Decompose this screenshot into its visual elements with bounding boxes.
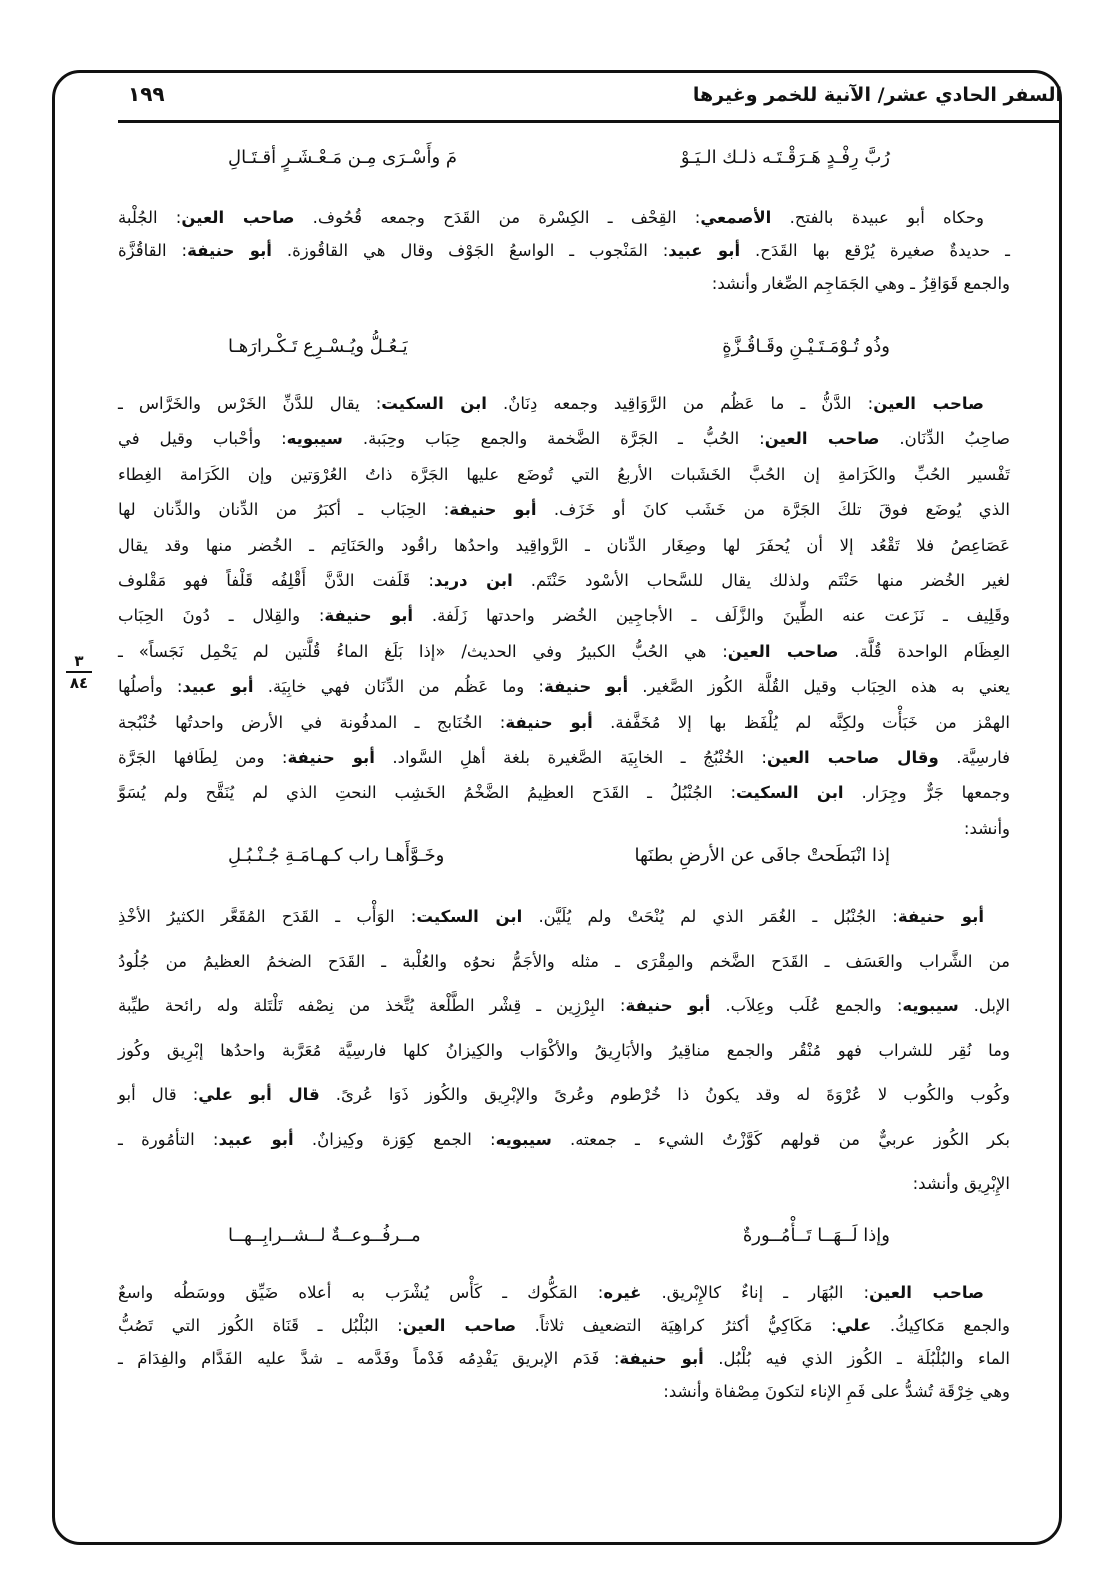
text-segment: وحكاه أبو عبيدة بالفتح.	[771, 208, 985, 227]
text-line	[118, 457, 1010, 492]
source-name: ابن السكيت	[416, 907, 523, 926]
source-name: أبو حنيفة	[897, 907, 985, 926]
text-segment: : البُهَار ـ إناءٌ كالإِبْريق.	[641, 1283, 870, 1302]
verse-2	[118, 336, 1010, 370]
text-segment: : وأصلُها	[118, 677, 183, 697]
source-name: ابن السكيت	[736, 783, 844, 803]
verse-second-hemistich: مــرفُــوعــةٌ لــشــرابِــهــا	[228, 1225, 421, 1246]
text-line	[118, 1309, 1010, 1342]
text-segment: : ومن لِطَافها الجَرَّة	[118, 748, 288, 768]
text-line	[118, 984, 1010, 1029]
text-segment: والجمع قَوَاقِزُ ـ وهي الجَمَاجِم الصِّغار وأنشد:	[711, 274, 1010, 293]
text-segment: العِظَام الواحدة قُلَّة.	[838, 641, 1010, 661]
text-segment: : الجُنْبُلُ ـ القَدَح العظِيمُ الضَّخْمُ الخَشِب النحتِ الذي لم يُنَقَّح ولم يُسَوَّ	[118, 783, 737, 803]
text-line	[118, 1342, 1010, 1375]
text-segment: وجمعها جَرٌّ وجِرَار.	[843, 783, 1010, 803]
text-line	[118, 1162, 1010, 1207]
header-rule	[118, 120, 1062, 123]
text-segment: : مَكَاكِيُّ أكثرُ كراهِيَة التضعيف ثلاثاً.	[516, 1316, 837, 1335]
source-name: صاحب العين	[727, 641, 839, 661]
text-segment: لغير الخُضر منها حَنْتَم ولذلك يقال للسَّحاب الأسْود حَنْتَم.	[512, 571, 1011, 591]
text-line	[118, 1029, 1010, 1074]
text-segment: الإبل.	[958, 996, 1010, 1015]
source-name: أبو حنيفة	[187, 241, 272, 260]
source-name: سيبويه	[495, 1129, 552, 1149]
paragraph-2	[118, 386, 1010, 846]
text-segment: : الخُنَابج ـ المدفُونة في الأرض واحدتُها خُنْبُجة	[118, 712, 506, 732]
verse-first-hemistich: إذا انْبَطَحتْ جافَى عن الأرضِ بطنَها	[634, 845, 890, 866]
text-segment: : القاقُزَّة	[118, 241, 188, 260]
text-segment: : قال أبو	[118, 1085, 199, 1104]
text-line	[118, 1118, 1010, 1163]
text-segment: وقَلِيف ـ نَزَعت عنه الطِّينَ والزَّلَف ـ الأجاجِين الخُضر واحدتها زَلَفة.	[413, 606, 1010, 626]
text-segment: : الحِبَاب ـ أكبَرُ من الدِّنان والدِّنان لها	[118, 500, 450, 520]
margin-note-bottom: ٨٤	[69, 674, 89, 692]
text-segment: وكُوب والكُوب لا عُرْوَةَ له وقد يكونُ ذا خُرْطوم وعُرىً والإبْرِيق والكُوز ذَوَا عُرىً.	[319, 1085, 1010, 1104]
verse-first-hemistich: وذُو تُـوْمَـتَـيْـنِ وقَـاقُـزَّةٍ	[722, 336, 890, 357]
verse-first-hemistich: وإذا لَــهَــا تَــأْمُــورةٌ	[742, 1225, 890, 1246]
text-line	[118, 705, 1010, 740]
source-name: صاحب العين	[873, 394, 984, 413]
running-title: السفر الحادي عشر/ الآنية للخمر وغيرها	[692, 84, 1062, 106]
text-segment: يعني به هذه الحِبَاب وقيل القُلَّة الكُوز الصَّغير.	[628, 677, 1010, 697]
text-segment: : وما عَظُم من الدِّنَان فهي خابِيَة.	[253, 677, 544, 697]
source-name: قال أبو علي	[198, 1085, 320, 1104]
verse-second-hemistich: وخَـوَّأَهـا راب كـهـامَـةِ جُـنْـبُـلِ	[228, 845, 445, 866]
text-segment: ـ حديدةٌ صغيرة يُرْقع بها القَدَح.	[740, 241, 1010, 260]
text-line	[118, 421, 1010, 456]
text-segment: : الوَأْب ـ القَدَح المُقَعَّر الكثيرُ الأخْذِ	[118, 907, 417, 926]
text-line	[118, 669, 1010, 704]
text-line	[118, 634, 1010, 669]
margin-note-top: ٣	[74, 652, 84, 670]
source-name: أبو حنيفة	[449, 500, 537, 520]
text-line	[118, 267, 1010, 300]
source-name: أبو عبيد	[218, 1129, 294, 1149]
paragraph-3	[118, 895, 1010, 1207]
source-name: أبو عبيد	[182, 677, 254, 697]
source-name: أبو عبيد	[668, 241, 741, 260]
text-segment: : والجمع عُلَب وعِلاَب.	[710, 996, 903, 1015]
verse-3	[118, 845, 1010, 879]
source-name: علي	[836, 1316, 872, 1335]
text-line	[118, 895, 1010, 940]
text-segment: : والقِلال ـ دُونَ الحِبَاب	[118, 606, 325, 626]
text-segment: من الشَّراب والعَسَف ـ القَدَح الضَّخم والمِقْرَى ـ مثله والأجَمُّ نحوُه والعُلْبة ـ القَدَح الضخمُ العظيمُ من جُلُودُ	[118, 951, 1010, 971]
text-segment: عَصَاعِصُ فلا تَقْعُد إلا أن يُحفَرَ لها وصِغَار الدِّنان ـ الرَّواقِيد واحدُها راقُود والحَنَاتِم ـ الخُضر منها وقد يقال	[118, 535, 1010, 555]
source-name: أبو حنيفة	[505, 712, 593, 732]
text-line	[118, 1073, 1010, 1118]
text-segment: : التأمُورة ـ	[118, 1129, 219, 1149]
text-segment: : الدَّنُّ ـ ما عَظُم من الرَّوَاقِيد وجمعه دِنَانٌ.	[486, 394, 874, 413]
source-name: الأصمعي	[700, 208, 772, 227]
text-segment: : الخُنْبُجُ ـ الخابِيَة الصَّغيرة بلغة أهلِ السَّواد.	[374, 748, 767, 768]
text-segment: : فَدَم الإبريق يَفْدِمُه فَدْماً وفَدَّمه ـ شدَّ عليه الفَدَّام والفِدَامَ ـ	[118, 1349, 620, 1368]
source-name: سيبويه	[902, 996, 959, 1015]
text-segment: وهي خِرْقَة تُشدُّ على فَمِ الإناء لتكونَ مِصْفاة وأنشد:	[663, 1382, 1010, 1401]
source-name: وقال صاحب العين	[766, 748, 939, 768]
text-line	[118, 201, 1010, 234]
source-name: أبو حنيفة	[625, 996, 711, 1015]
text-line	[118, 563, 1010, 598]
text-segment: : المَنْجوب ـ الواسعُ الجَوْف وقال هي القاقُوزة.	[271, 241, 669, 260]
text-segment: الماء والبُلْبُلَة ـ الكُوز الذي فيه بُلْبُل.	[703, 1349, 1010, 1368]
text-segment: : البُلْبُل ـ قَنَاة الكُوز التي تَصُبُّ	[118, 1316, 403, 1335]
text-line	[118, 492, 1010, 527]
text-segment: : يقال للدَّنِّ الخَرْس والخَرَّاس ـ	[118, 394, 382, 413]
paragraph-1	[118, 201, 1010, 300]
text-line	[118, 811, 1010, 846]
text-segment: : الجُلْبة	[118, 208, 182, 227]
text-line	[118, 234, 1010, 267]
source-name: صاحب العين	[181, 208, 295, 227]
margin-note-divider	[66, 671, 92, 673]
text-line	[118, 386, 1010, 421]
verse-4	[118, 1225, 1010, 1259]
text-segment: : وأحْباب وقيل في	[118, 429, 287, 449]
source-name: صاحب العين	[402, 1316, 517, 1335]
source-name: صاحب العين	[764, 429, 880, 449]
page-number: ١٩٩	[128, 82, 165, 106]
text-line	[118, 940, 1010, 985]
source-name: سيبويه	[286, 429, 343, 449]
text-line	[118, 740, 1010, 775]
source-name: أبو حنيفة	[544, 677, 629, 697]
paragraph-4	[118, 1276, 1010, 1408]
source-name: أبو حنيفة	[287, 748, 375, 768]
text-segment: : هي الحُبُّ الكبيرُ وفي الحديث/ «إذا بَلَغ الماءُ قُلَّتين لم يَحْمِل نَجَساً» ـ	[118, 641, 728, 661]
text-segment: وما نُقِر للشراب فهو مُنْقُر والجمع مناقِيرُ والأبَارِيقُ والأكْوَاب والكِيزانُ كلها فارسِيَّة مُعَرَّبة واحدُها إبْرِيق وكُوز	[118, 1040, 1010, 1060]
margin-note	[62, 652, 96, 692]
text-segment: : الحُبُّ ـ الجَرَّة الضَّخمة والجمع حِبَاب وحِبَبة.	[342, 429, 765, 449]
text-segment: تَفْسير الحُبِّ والكَرَامةِ إن الحُبَّ الخَشَبات الأربعُ التي تُوضَع عليها الجَرَّة ذاتُ العُرْوَتين وإن الكَرَامة الغِطاء	[118, 464, 1010, 484]
text-line	[118, 598, 1010, 633]
verse-second-hemistich: يَـعُـلُّ ويُـسْـرِع تَـكْـرارَهـا	[228, 336, 408, 357]
text-segment: الهمْز من خَبَأْت ولكِنَّه لم يُلْفَظ بها إلا مُخَفَّفة.	[592, 712, 1011, 732]
text-segment: الإِبْرِيق وأنشد:	[912, 1174, 1010, 1193]
source-name: ابن السكيت	[381, 394, 487, 413]
text-segment: : البِرْزِين ـ قِشْر الطَّلْعة يُتَّخذ من نِصْفه تَلْتَلة وله رائحة طيِّبة	[118, 996, 626, 1015]
source-name: أبو حنيفة	[619, 1349, 704, 1368]
text-segment: : الجمع كِوَزة وكِيزانٌ.	[293, 1129, 496, 1149]
text-line	[118, 775, 1010, 810]
text-segment: الذي يُوضَع فوقَ تلكَ الجَرَّة من خَشَب كانَ أو خَزَف.	[536, 500, 1010, 520]
text-segment: بكر الكُوز عربيٌّ من قولهم كَوَّزْتُ الشيء ـ جمعته.	[551, 1129, 1010, 1149]
text-segment: : الجُنْبُل ـ الغُمَر الذي لم يُنْحَتْ ولم يُلَيَّن.	[522, 907, 898, 926]
text-segment: : القِحْف ـ الكِسْرة من القَدَح وجمعه قُحُوف.	[294, 208, 701, 227]
text-segment: : قَلَفت الدَّنَّ أَقْلِفُه قَلْفاً فهو مَقْلوف	[118, 571, 434, 591]
source-name: غيره	[603, 1283, 642, 1302]
text-segment: والجمع مَكاكِيكُ.	[871, 1316, 1010, 1335]
source-name: ابن دريد	[433, 571, 513, 591]
source-name: صاحب العين	[869, 1283, 984, 1302]
text-line	[118, 1276, 1010, 1309]
verse-1	[118, 147, 1010, 181]
text-segment: : المَكُّوك ـ كَأْس يُشْرَب به أعلاه ضَيِّق ووسَطُه واسعٌ	[118, 1283, 604, 1302]
source-name: أبو حنيفة	[324, 606, 414, 626]
text-line	[118, 528, 1010, 563]
text-segment: فارسِيَّة.	[938, 748, 1011, 768]
text-line	[118, 1375, 1010, 1408]
text-segment: صاحِبُ الدِّنَان.	[879, 429, 1010, 449]
verse-second-hemistich: مَ وأَسْـرَى مِـن مَـعْـشَـرٍ أقـتَـالِ	[228, 147, 457, 168]
verse-first-hemistich: رُبَّ رِفْـدٍ هَـرَقْـتَـه ذلـك الـيَـوْ	[680, 147, 890, 168]
text-segment: وأنشد:	[963, 818, 1010, 838]
